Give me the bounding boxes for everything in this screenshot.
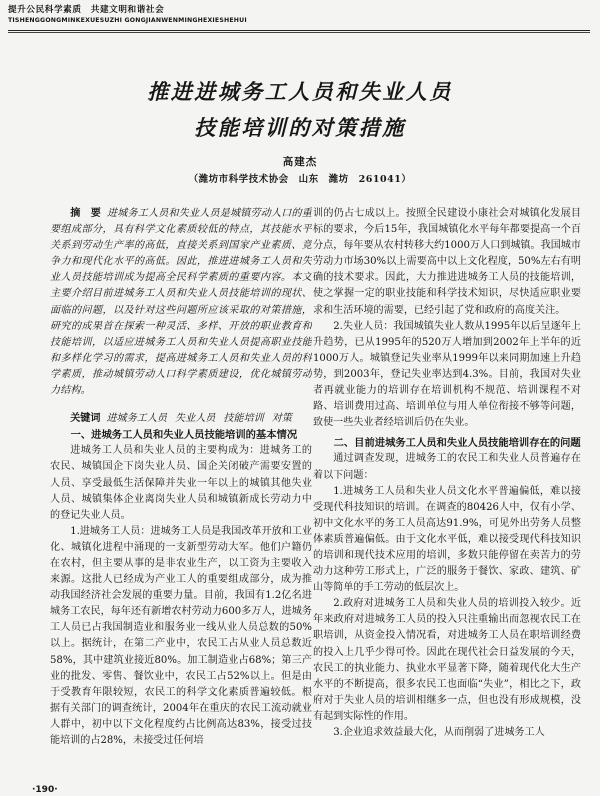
header-rule bbox=[8, 30, 590, 31]
keywords bbox=[50, 411, 312, 427]
journal-slogan: 提升公民科学素质 共建文明和谐社会 bbox=[8, 5, 165, 15]
author-affiliation: （潍坊市科学技术协会 山东 潍坊 261041） bbox=[188, 174, 412, 185]
section-1-paragraph-1: 1.进城务工人员：进城务工人员是我国改革开放和工业化、城镇化进程中涌现的一支新型劳动大军。他们户籍仍在农村，但主要从事的是非农业生产，以工资为主要收入来源。这批人已经成为产业工人的重要组成部分，成为推动我国经济社会发展的重要力量。目前，我国有1.2亿名进城务工农民，每年还有新增农村劳动力600多万人，进城务工人员已占我国制造业和服务业一线从业人员总数的50%以上。据统计，在第二产业中，农民工占从业人员总数近58%，其中建筑业接近80%。加工制造业占68%；第三产业的批发、零售、餐饮业中，农民工占52%以上。但是由于受教育年限较短，农民工的科学文化素质普遍较低。根据有关部门的调查统计，2004年在重庆的农民工流动就业人群中，初中以下文化程度约占比例高达83%，接受过技能培训的占28%，未接受过任何培 bbox=[50, 525, 312, 746]
section-1-paragraph-1-continued: 训的仍占七成以上。按照全民建设小康社会对城镇化发展目标的要求，今后15年，我国城镇化水平每年都要提高一个百分点，每年要从农村转移大约1000万人口到城镇。我国城市劳动力市场30%以上需要高中以上文化程度，50%左右有明确的技术要求。因此，大力推进进城务工人员的技能培训，使之掌握一定的职业技能和科学技术知识，尽快适应职业要求和生活环境的需要，已经引起了党和政府的高度关注。 bbox=[313, 208, 581, 316]
journal-slogan-pinyin: TISHENGGONGMINKEXUESUZHI GONGJIANWENMINGHEXIESHEHUI bbox=[8, 17, 247, 24]
section-2-paragraph-1: 1.进城务工人员和失业人员文化水平普遍偏低，难以接受现代科技知识的培训。在调查的80426人中，仅有小学、初中文化水平的务工人员高达91.9%，可见外出劳务人员整体素质普遍偏低。由于文化水平低，难以接受现代科技知识的培训和现代技术应用的培训，多数只能停留在卖苦力的劳动力这种劳工形式上，广泛的服务于餐饮、家政、建筑、矿山等简单的手工劳动的低层次上。 bbox=[313, 485, 581, 594]
header-rule-thin bbox=[8, 32, 590, 33]
author-name: 高建杰 bbox=[282, 156, 318, 168]
section-1-paragraph-2: 2.失业人员：我国城镇失业人数从1995年以后呈逐年上升趋势，已从1995年的520万人增加到2002年上半年的近1000万人。城镇登记失业率从1999年以来同期加速上升趋势，到2003年，登记失业率达到4.3%。目前，我国对失业者再就业能力的培训存在培训机构不规范、培训课程不对路、培训费用过高、培训单位与用人单位衔接不够等问题，致使一些失业者经培训后仍在失业。 bbox=[313, 320, 581, 429]
page-number: ·190· bbox=[32, 785, 58, 795]
left-column bbox=[50, 206, 312, 784]
keyword: 失业人员 bbox=[175, 413, 216, 425]
section-1-intro: 进城务工人员和失业人员的主要构成为：进城务工的农民、城镇国企下岗失业人员、国企关闭破产需要安置的人员、享受最低生活保障并失业一年以上的城镇其他失业人员、城镇集体企业离岗失业人员和城镇新成长劳动力中的登记失业人员。 bbox=[50, 445, 312, 521]
section-1-heading: 一、进城务工人员和失业人员技能培训的基本情况 bbox=[70, 429, 298, 442]
article-title-line-1: 推进进城务工人员和失业人员 bbox=[147, 79, 453, 104]
keyword: 进城务工人员 bbox=[106, 413, 168, 425]
keywords-label: 关键词 bbox=[70, 413, 101, 425]
abstract bbox=[50, 206, 312, 399]
section-2-paragraph-3: 3.企业追求效益最大化，从而削弱了进城务工人 bbox=[333, 727, 545, 738]
abstract-label: 摘 要 bbox=[70, 208, 101, 219]
keyword: 技能培训 bbox=[223, 413, 264, 425]
section-2-paragraph-2: 2.政府对进城务工人员和失业人员的培训投入较少。近年来政府对进城务工人员的投入只注重输出而忽视农民工在职培训，从资金投入情况看，对进城务工人员在职培训经费的投入上几乎少得可怜。因此在现代社会日益发展的今天，农民工的执业能力、执业水平显著下降，随着现代化大生产水平的不断提高，很多农民工也面临“失业”，相比之下，政府对于失业人员的培训相继多一点，但也没有形成规模，没有起到实际性的作用。 bbox=[313, 598, 581, 722]
keyword: 对策 bbox=[271, 413, 292, 425]
running-head bbox=[8, 5, 593, 26]
article-title-line-2: 技能培训的对策措施 bbox=[194, 115, 406, 140]
right-column bbox=[313, 206, 581, 784]
section-2-intro: 通过调查发现，进城务工的农民工和失业人员普遍存在着以下问题： bbox=[313, 453, 581, 481]
abstract-text: 进城务工人员和失业人员是城镇劳动人口的重要组成部分，具有科学文化素质较低的特点，其技能水平关系到劳动生产率的高低，直接关系到国家产业素质、竞争力和现代化水平的高低。因此，推进进城务工人员和失业人员技能培训成为提高全民科学素质的重要内容。本文主要介绍目前进城务工人员和失业人员技能培训的现状、面临的问题，以及针对这些问题所应该采取的对策措施，研究的成果首在探索一种灵活、多样、开放的职业教育和技能培训，以适应进城务工人员和失业人员提高职业技能和多样化学习的需求，提高进城务工人员和失业人员的科学素质，推动城镇劳动人口科学素质建设，优化城镇劳动力结构。 bbox=[50, 208, 312, 397]
section-2-heading: 二、目前进城务工人员和失业人员技能培训存在的问题 bbox=[333, 437, 581, 450]
